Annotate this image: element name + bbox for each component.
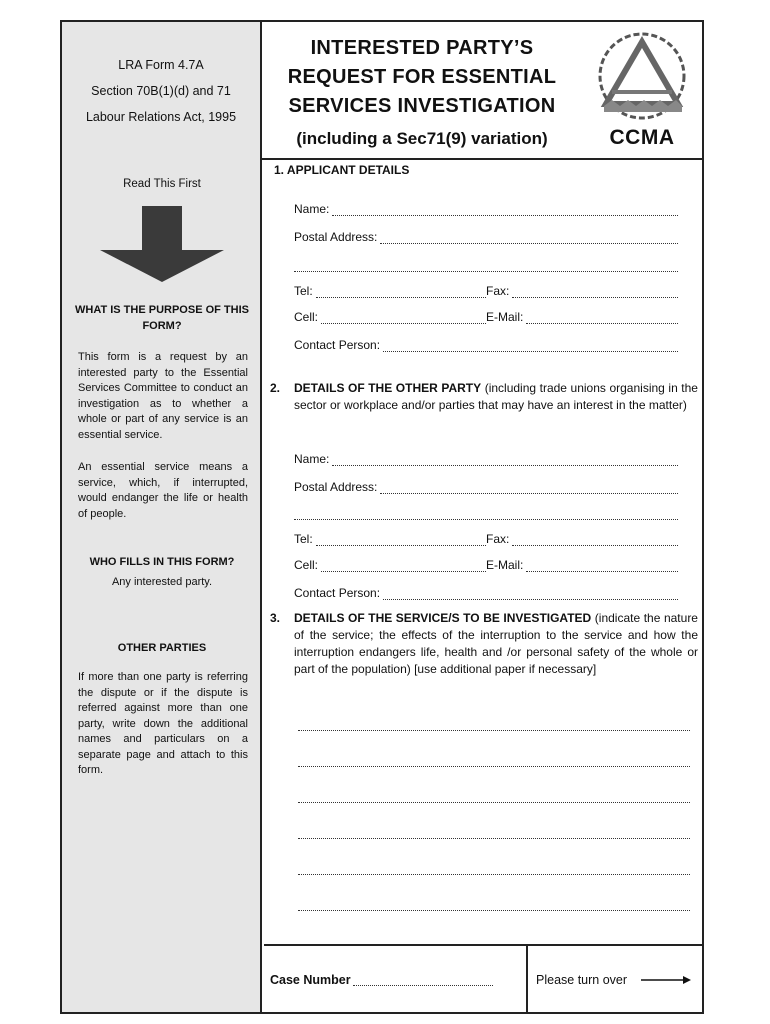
other-parties-text: If more than one party is referring the dispute or if the dispute is referred against more than one party, write down the additional names and particulars on a separate page and attach to this form. [78,671,248,776]
service-details-line[interactable] [298,766,690,767]
service-details-line[interactable] [298,838,690,839]
other-party-tel-field[interactable] [294,532,486,546]
ccma-emblem-icon [582,22,702,126]
read-first-label: Read This First [123,178,201,190]
field-label: Tel: [294,532,313,546]
form-act: Labour Relations Act, 1995 [85,110,237,124]
form-header [62,22,702,160]
turn-over-label: Please turn over [536,973,628,987]
applicant-postal-field[interactable] [294,228,678,244]
other-party-postal-line-2[interactable] [294,504,678,520]
applicant-contact-field[interactable] [294,336,678,352]
who-fills-text: Any interested party. [111,576,213,588]
applicant-cell-email-row [294,308,678,324]
service-details-line[interactable] [298,874,690,875]
other-party-postal-field[interactable] [294,478,678,494]
purpose-text: This form is a request by an interested party to the Essential Services Committee to conduct an investigation as to whether a whole or part of any service is an essential service. [78,351,248,441]
right-arrow-icon [641,975,691,985]
instructions-sidebar [62,160,262,1012]
applicant-tel-field[interactable] [294,284,486,298]
turn-over-note [530,946,702,1014]
field-label: Cell: [294,310,319,324]
form-number: LRA Form 4.7A [118,58,204,72]
other-party-tel-fax-row [294,530,678,546]
title-line-3: SERVICES INVESTIGATION [288,95,556,117]
section2-title-rest: (including trade unions organising in the sector or workplace and/or parties that may have an interest in the matter) [294,381,698,412]
field-label: Fax: [486,532,510,546]
form-footer [264,944,702,1012]
title-line-1: INTERESTED PARTY’S [310,37,534,59]
form-body [264,160,702,944]
applicant-name-field[interactable] [294,200,678,216]
case-number-field[interactable] [264,946,528,1014]
field-label: E-Mail: [486,310,524,324]
applicant-tel-fax-row [294,282,678,298]
section2-number: 2. [270,381,281,395]
other-party-cell-email-row [294,556,678,572]
section3-number: 3. [270,611,281,625]
field-label: Name: [294,202,330,216]
form-section: Section 70B(1)(d) and 71 [91,84,231,98]
other-parties-heading: OTHER PARTIES [117,642,207,654]
other-party-name-field[interactable] [294,450,678,466]
form-frame [60,20,704,1014]
purpose-heading: WHAT IS THE PURPOSE OF THIS FORM? [75,304,249,332]
other-party-cell-field[interactable] [294,558,486,572]
service-details-line[interactable] [298,910,690,911]
form-subtitle: (including a Sec71(9) variation) [296,129,548,148]
field-label: Contact Person: [294,586,381,600]
who-fills-heading: WHO FILLS IN THIS FORM? [89,556,235,568]
essential-service-text: An essential service means a service, which, if interrupted, would endanger the life or health of people. [78,461,248,520]
applicant-fax-field[interactable] [486,284,678,298]
ccma-logo [582,22,702,160]
ccma-logo-text: CCMA [609,126,675,149]
field-label: Postal Address: [294,480,378,494]
field-label: E-Mail: [486,558,524,572]
service-details-line[interactable] [298,802,690,803]
section1-title: 1. APPLICANT DETAILS [274,163,410,177]
field-label: Cell: [294,558,319,572]
field-label: Contact Person: [294,338,381,352]
applicant-cell-field[interactable] [294,310,486,324]
section3-title [294,610,698,678]
section2-title [294,380,698,414]
field-label: Tel: [294,284,313,298]
title-line-2: REQUEST FOR ESSENTIAL [287,66,557,88]
form-title [264,22,580,160]
section3-title-bold: DETAILS OF THE SERVICE/S TO BE INVESTIGATED [294,611,592,625]
form-reference [62,22,262,160]
down-arrow-icon [100,206,224,282]
field-label: Fax: [486,284,510,298]
service-details-line[interactable] [298,730,690,731]
case-number-label: Case Number [270,973,351,987]
section2-title-bold: DETAILS OF THE OTHER PARTY [294,381,482,395]
section3-title-rest: (indicate the nature of the service; the effects of the interruption to the service and how the interruption endangers life, health and /or personal safety of the whole or part of the population) [use additional paper if necessary] [294,611,698,676]
other-party-fax-field[interactable] [486,532,678,546]
other-party-contact-field[interactable] [294,584,678,600]
applicant-email-field[interactable] [486,310,678,324]
field-label: Name: [294,452,330,466]
other-party-email-field[interactable] [486,558,678,572]
applicant-postal-line-2[interactable] [294,256,678,272]
field-label: Postal Address: [294,230,378,244]
